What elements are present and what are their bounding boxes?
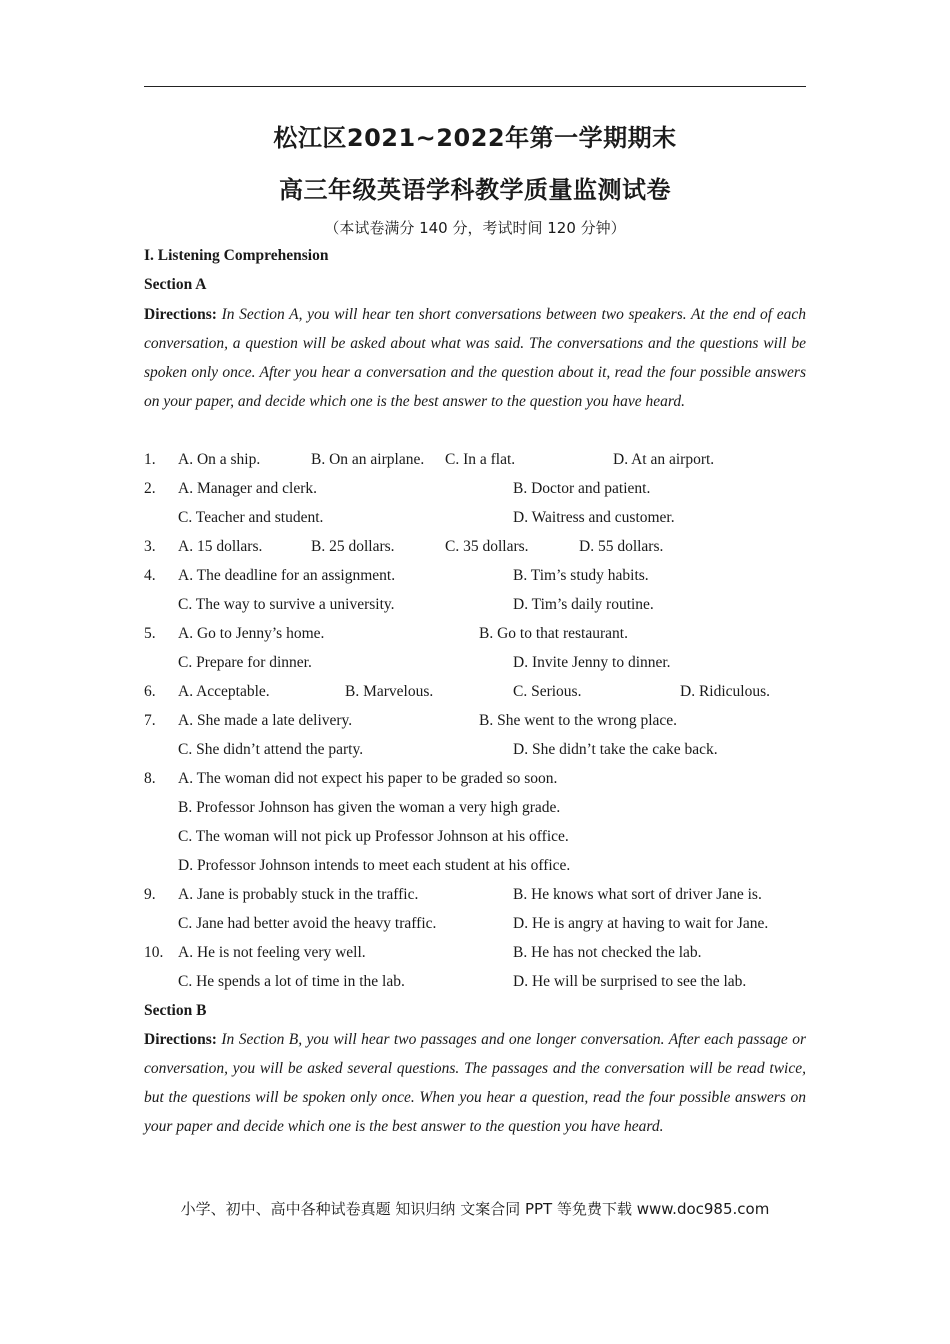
option-a: A. He is not feeling very well.	[178, 944, 366, 961]
section-a-directions	[144, 300, 806, 416]
directions-text: In Section A, you will hear ten short conversations between two speakers. At the end of each conversation, a question will be asked about what was said. The conversations and the questions will be spoken only once. After you hear a conversation and the question about it, read the four possible answers on your paper, and decide which one is the best answer to the question you have heard.	[144, 306, 806, 410]
question-number: 1.	[144, 451, 156, 468]
option-d: D. Waitress and customer.	[513, 509, 675, 526]
question-number: 5.	[144, 625, 156, 642]
option-d: D. He is angry at having to wait for Jane.	[513, 915, 769, 932]
option-a: A. On a ship.	[178, 451, 261, 468]
option-c: C. In a flat.	[445, 451, 516, 468]
question-number: 4.	[144, 567, 156, 584]
option-d: D. At an airport.	[613, 451, 715, 468]
section-b-directions	[144, 1025, 806, 1141]
title-line-2: 高三年级英语学科教学质量监测试卷	[279, 176, 671, 204]
option-d: D. Tim’s daily routine.	[513, 596, 654, 613]
option-b: B. 25 dollars.	[311, 538, 395, 555]
question-number: 7.	[144, 712, 156, 729]
section-a-heading: Section A	[144, 276, 207, 293]
option-c: C. He spends a lot of time in the lab.	[178, 973, 405, 990]
exam-note: （本试卷满分 140 分，考试时间 120 分钟）	[324, 219, 626, 237]
option-d: D. Ridiculous.	[680, 683, 770, 700]
option-a: A. Go to Jenny’s home.	[178, 625, 325, 642]
directions-label: Directions:	[144, 306, 217, 323]
option-c: C. 35 dollars.	[445, 538, 529, 555]
option-b: B. He knows what sort of driver Jane is.	[513, 886, 762, 903]
option-c: C. Teacher and student.	[178, 509, 324, 526]
question-number: 2.	[144, 480, 156, 497]
option-a: A. The woman did not expect his paper to be graded so soon.	[178, 770, 558, 787]
section-b-heading: Section B	[144, 1002, 207, 1019]
option-d: D. Invite Jenny to dinner.	[513, 654, 671, 671]
directions-label: Directions:	[144, 1031, 217, 1048]
question-number: 8.	[144, 770, 156, 787]
option-d: D. She didn’t take the cake back.	[513, 741, 718, 758]
option-b: B. Tim’s study habits.	[513, 567, 649, 584]
option-c: C. The way to survive a university.	[178, 596, 395, 613]
title-line-1: 松江区2021~2022年第一学期期末	[273, 124, 677, 152]
option-b: B. He has not checked the lab.	[513, 944, 702, 961]
directions-text: In Section B, you will hear two passages and one longer conversation. After each passage or conversation, you will be asked several questions. The passages and the conversation will be read twice, but the questions will be spoken only once. When you hear a question, read the four possible answers on your paper and decide which one is the best answer to the question you have heard.	[144, 1031, 806, 1135]
option-d: D. 55 dollars.	[579, 538, 664, 555]
top-rule	[144, 86, 806, 87]
footer-text: 小学、初中、高中各种试卷真题 知识归纳 文案合同 PPT 等免费下载 www.doc985.com	[180, 1200, 770, 1218]
question-number: 10.	[144, 944, 164, 961]
question-number: 3.	[144, 538, 156, 555]
option-c: C. Prepare for dinner.	[178, 654, 312, 671]
option-b: B. Professor Johnson has given the woman a very high grade.	[178, 799, 561, 816]
option-c: C. Jane had better avoid the heavy traffic.	[178, 915, 437, 932]
option-d: D. Professor Johnson intends to meet each student at his office.	[178, 857, 571, 874]
option-c: C. Serious.	[513, 683, 582, 700]
question-number: 6.	[144, 683, 156, 700]
option-a: A. 15 dollars.	[178, 538, 263, 555]
part-heading: I. Listening Comprehension	[144, 247, 329, 264]
question-number: 9.	[144, 886, 156, 903]
option-d: D. He will be surprised to see the lab.	[513, 973, 747, 990]
option-c: C. The woman will not pick up Professor Johnson at his office.	[178, 828, 569, 845]
option-b: B. On an airplane.	[311, 451, 425, 468]
option-a: A. Manager and clerk.	[178, 480, 318, 497]
option-b: B. She went to the wrong place.	[479, 712, 678, 729]
option-a: A. The deadline for an assignment.	[178, 567, 396, 584]
option-b: B. Doctor and patient.	[513, 480, 651, 497]
option-a: A. She made a late delivery.	[178, 712, 353, 729]
option-c: C. She didn’t attend the party.	[178, 741, 364, 758]
option-a: A. Jane is probably stuck in the traffic.	[178, 886, 419, 903]
option-a: A. Acceptable.	[178, 683, 270, 700]
option-b: B. Marvelous.	[345, 683, 434, 700]
option-b: B. Go to that restaurant.	[479, 625, 628, 642]
